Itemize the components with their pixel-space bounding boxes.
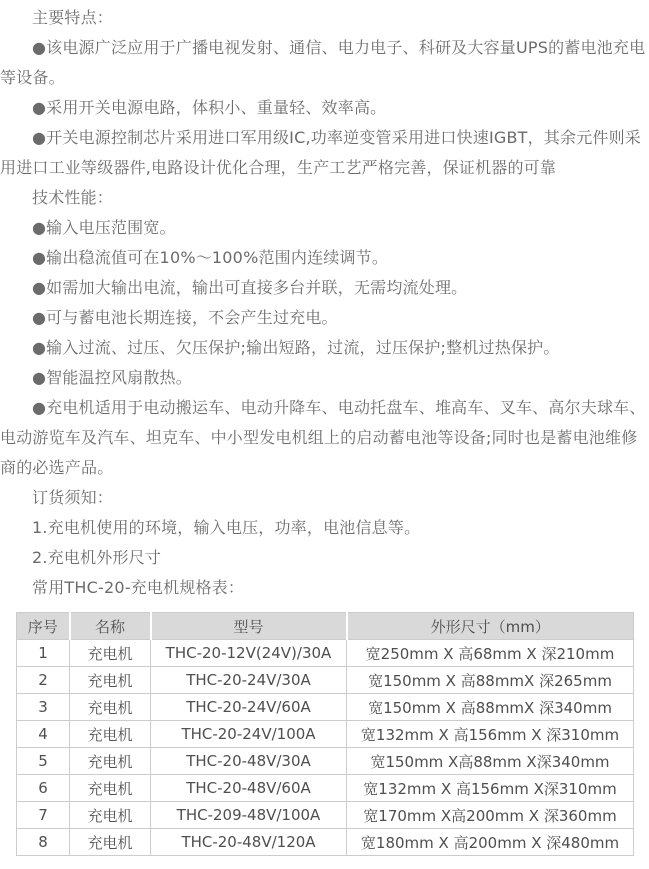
cell-index: 1 xyxy=(17,640,70,667)
section-title-technical-performance: 技术性能： xyxy=(32,188,114,207)
cell-index: 7 xyxy=(17,802,70,829)
product-description xyxy=(0,3,649,603)
cell-dimensions: 宽250mm X 高68mm X 深210mm xyxy=(347,640,634,667)
spec-item: ●可与蓄电池长期连接，不会产生过充电。 xyxy=(32,308,338,327)
spec-item: ●智能温控风扇散热。 xyxy=(32,368,192,387)
cell-dimensions: 宽150mm X 高88mmX 深265mm xyxy=(347,667,634,694)
cell-name: 充电机 xyxy=(70,748,151,775)
cell-dimensions: 宽132mm X 高156mm X 深310mm xyxy=(347,721,634,748)
table-row xyxy=(17,640,634,667)
cell-model: THC-20-12V(24V)/30A xyxy=(151,640,347,667)
cell-model: THC-20-48V/120A xyxy=(151,829,347,856)
table-row xyxy=(17,775,634,802)
spec-item: ●输入电压范围宽。 xyxy=(32,218,176,237)
feature-item: ●开关电源控制芯片采用进口军用级IC,功率逆变管采用进口快速IGBT，其余元件则采用进口工业等级器件,电路设计优化合理，生产工艺严格完善，保证机器的可靠 xyxy=(0,128,642,177)
cell-name: 充电机 xyxy=(70,721,151,748)
spec-item: ●输入过流、过压、欠压保护;输出短路，过流，过压保护;整机过热保护。 xyxy=(32,338,560,357)
cell-index: 3 xyxy=(17,694,70,721)
column-header-name: 名称 xyxy=(70,613,151,640)
cell-index: 4 xyxy=(17,721,70,748)
cell-model: THC-20-24V/60A xyxy=(151,694,347,721)
cell-name: 充电机 xyxy=(70,775,151,802)
table-row xyxy=(17,694,634,721)
cell-model: THC-20-24V/100A xyxy=(151,721,347,748)
feature-item: ●该电源广泛应用于广播电视发射、通信、电力电子、科研及大容量UPS的蓄电池充电等设备。 xyxy=(0,38,646,87)
order-note-item: 1.充电机使用的环境，输入电压，功率，电池信息等。 xyxy=(32,518,421,537)
cell-index: 5 xyxy=(17,748,70,775)
cell-model: THC-20-48V/60A xyxy=(151,775,347,802)
section-title-main-features: 主要特点： xyxy=(32,8,114,27)
cell-index: 6 xyxy=(17,775,70,802)
table-row xyxy=(17,667,634,694)
spec-table xyxy=(16,612,634,856)
order-note-item: 2.充电机外形尺寸 xyxy=(32,548,162,567)
cell-index: 8 xyxy=(17,829,70,856)
feature-item: ●采用开关电源电路，体积小、重量轻、效率高。 xyxy=(32,98,387,117)
cell-name: 充电机 xyxy=(70,694,151,721)
cell-name: 充电机 xyxy=(70,802,151,829)
cell-dimensions: 宽180mm X 高200mm X 深480mm xyxy=(347,829,634,856)
table-row xyxy=(17,802,634,829)
application-item: ●充电机适用于电动搬运车、电动升降车、电动托盘车、堆高车、叉车、高尔夫球车、电动游览车及汽车、坦克车、中小型发电机组上的启动蓄电池等设备;同时也是蓄电池维修商的必选产品。 xyxy=(0,398,646,477)
section-title-order-notes: 订货须知： xyxy=(32,488,114,507)
cell-model: THC-20-48V/30A xyxy=(151,748,347,775)
cell-dimensions: 宽150mm X高88mm X深340mm xyxy=(347,748,634,775)
cell-dimensions: 宽150mm X 高88mmX 深340mm xyxy=(347,694,634,721)
spec-table-caption: 常用THC-20-充电机规格表： xyxy=(32,578,245,597)
spec-item: ●如需加大输出电流，输出可直接多台并联，无需均流处理。 xyxy=(32,278,468,297)
cell-name: 充电机 xyxy=(70,640,151,667)
cell-dimensions: 宽132mm X 高156mm X深310mm xyxy=(347,775,634,802)
column-header-index: 序号 xyxy=(17,613,70,640)
cell-index: 2 xyxy=(17,667,70,694)
cell-dimensions: 宽170mm X高200mm X 深360mm xyxy=(347,802,634,829)
table-row xyxy=(17,748,634,775)
column-header-dimensions: 外形尺寸（mm） xyxy=(347,613,634,640)
spec-table-header-row xyxy=(17,613,634,640)
cell-model: THC-209-48V/100A xyxy=(151,802,347,829)
cell-model: THC-20-24V/30A xyxy=(151,667,347,694)
table-row xyxy=(17,721,634,748)
cell-name: 充电机 xyxy=(70,829,151,856)
spec-item: ●输出稳流值可在10%～100%范围内连续调节。 xyxy=(32,248,389,267)
cell-name: 充电机 xyxy=(70,667,151,694)
table-row xyxy=(17,829,634,856)
column-header-model: 型号 xyxy=(151,613,347,640)
